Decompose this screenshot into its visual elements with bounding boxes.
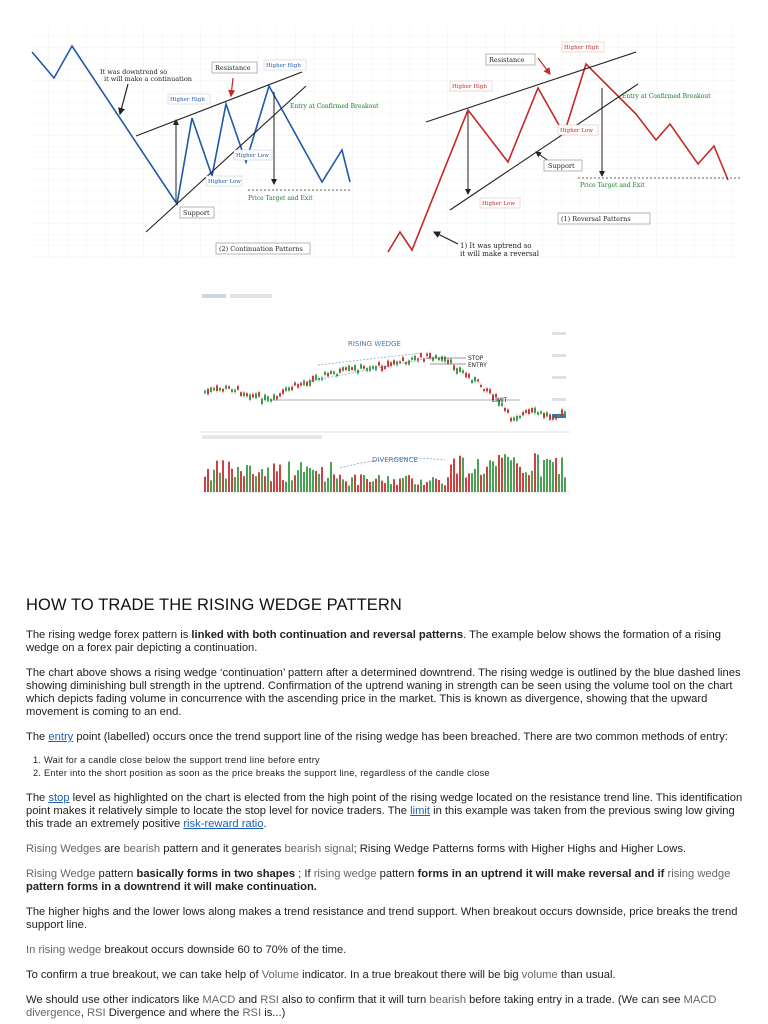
svg-text:it will make a continuation: it will make a continuation: [104, 75, 192, 83]
volume-bar: [558, 474, 560, 492]
entry-label: Entry at Confirmed Breakout: [622, 93, 711, 100]
candle: [462, 370, 464, 373]
candle: [222, 389, 224, 392]
candle: [294, 383, 296, 386]
reversal-caption: (1) Reversal Patterns: [561, 215, 631, 223]
volume-bar: [492, 461, 494, 492]
stop-label: STOP: [468, 356, 484, 362]
candle: [381, 366, 383, 371]
volume-bar: [486, 467, 488, 492]
volume-bar: [240, 471, 242, 492]
volume-bar: [333, 474, 335, 492]
candle: [453, 365, 455, 370]
volume-bar: [498, 455, 500, 492]
volume-bar: [471, 473, 473, 492]
volume-bar: [291, 480, 293, 492]
candle: [327, 373, 329, 377]
candle: [489, 389, 491, 393]
volume-bar: [525, 472, 527, 492]
candle: [303, 380, 305, 385]
candle: [456, 368, 458, 374]
resistance-label: Resistance: [489, 56, 525, 64]
volume-bar: [366, 479, 368, 492]
candle: [297, 384, 299, 388]
volume-bar: [459, 456, 461, 492]
candle: [234, 390, 236, 393]
volume-bar: [480, 475, 482, 492]
volume-bar: [378, 475, 380, 492]
paragraph: Rising Wedge pattern basically forms in two shapes ; If rising wedge pattern forms in an uptrend it will make reversal and if rising wedge pattern forms in a downtrend it will make continuation.: [26, 868, 731, 893]
volume-bar: [513, 457, 515, 492]
entry-link[interactable]: entry: [48, 731, 74, 743]
volume-bar: [363, 475, 365, 492]
candle: [276, 396, 278, 399]
volume-bar: [246, 465, 248, 492]
volume-bar: [276, 471, 278, 492]
volume-bar: [303, 472, 305, 492]
paragraph: The chart above shows a rising wedge ‘continuation’ pattern after a determined downtrend. The rising wedge is outlined by the blue dashed lines showing diminishing bull strength in the uptrend. Confirmation of the uptrend waning in strength can be seen using the volume tool on the chart which depicts fading volume in concurrence with the ascending price in the market. This is known as divergence, showing that the upward movement is coming to an end.: [26, 667, 741, 718]
volume-bar: [477, 459, 479, 492]
volume-bar: [234, 477, 236, 492]
candle: [285, 387, 287, 391]
volume-bar: [564, 477, 566, 492]
higher-high-label: Higher High: [564, 45, 599, 51]
candle: [369, 367, 371, 371]
volume-bar: [495, 466, 497, 492]
candle: [555, 417, 557, 419]
candle: [264, 395, 266, 401]
candle: [393, 360, 395, 364]
volume-bar: [432, 477, 434, 492]
article: [26, 596, 744, 1024]
candle: [459, 367, 461, 372]
candle: [315, 375, 317, 380]
candle: [399, 361, 401, 363]
candle: [345, 367, 347, 370]
price-target-label: Price Target and Exit: [248, 195, 313, 202]
volume-bar: [267, 467, 269, 492]
volume-bar: [561, 457, 563, 492]
volume-bar: [375, 479, 377, 492]
candle: [330, 371, 332, 374]
candle: [387, 361, 389, 367]
volume-bar: [330, 462, 332, 492]
candle: [372, 366, 374, 368]
volume-bar: [435, 479, 437, 492]
volume-bar: [399, 479, 401, 492]
volume-bar: [225, 479, 227, 492]
candle: [426, 353, 428, 355]
volume-bar: [420, 480, 422, 492]
candle: [507, 409, 509, 412]
candle: [528, 409, 530, 414]
list-item: 1. Wait for a candle close below the support trend line before entry: [44, 754, 744, 767]
paragraph: The stop level as highlighted on the chart is elected from the high point of the rising wedge located on the resistance trend line. This identification point makes it relatively simple to locate the stop level for novice traders. The limit in this example was taken from the previous swing low giving this trade an extremely positive risk-reward ratio.: [26, 792, 743, 830]
volume-bar: [531, 471, 533, 492]
volume-bar: [348, 486, 350, 492]
volume-bar: [354, 475, 356, 492]
candle: [471, 380, 473, 383]
volume-bar: [474, 469, 476, 492]
volume-bar: [336, 478, 338, 492]
candle: [447, 360, 449, 364]
candle: [510, 418, 512, 421]
rising-wedge-label: RISING WEDGE: [348, 340, 401, 348]
candle: [558, 415, 560, 417]
candle: [273, 394, 275, 399]
volume-bar: [405, 476, 407, 492]
volume-bar: [231, 469, 233, 492]
candle: [270, 399, 272, 402]
volume-bar: [285, 482, 287, 492]
volume-bar: [213, 470, 215, 492]
candle: [258, 392, 260, 396]
volume-bar: [522, 473, 524, 492]
candle: [366, 368, 368, 371]
candle: [435, 355, 437, 358]
volume-bar: [270, 481, 272, 492]
volume-bar: [444, 485, 446, 492]
risk-reward-link[interactable]: risk-reward ratio: [183, 818, 264, 830]
candle: [291, 387, 293, 390]
candle: [402, 357, 404, 361]
volume-bar: [357, 485, 359, 492]
candle: [564, 411, 566, 416]
volume-bar: [393, 479, 395, 492]
volume-bar: [315, 471, 317, 492]
candle: [348, 365, 350, 370]
paragraph: The rising wedge forex pattern is linked with both continuation and reversal patterns. The example below shows the formation of a rising wedge on a forex pair depicting a continuation.: [26, 629, 721, 654]
divergence-label: DIVERGENCE: [372, 456, 418, 464]
candle: [429, 353, 431, 358]
volume-bar: [528, 475, 530, 492]
candle: [360, 364, 362, 368]
volume-bar: [519, 467, 521, 492]
candle: [534, 408, 536, 413]
candle: [450, 359, 452, 363]
support-label: Support: [548, 162, 575, 170]
candle: [537, 412, 539, 415]
continuation-caption: (2) Continuation Patterns: [219, 245, 303, 253]
candle: [474, 377, 476, 382]
entry-label: ENTRY: [468, 363, 487, 369]
candle: [477, 379, 479, 381]
volume-bar: [426, 482, 428, 492]
candle: [363, 366, 365, 369]
volume-bar: [228, 462, 230, 492]
limit-label: LIMIT: [492, 398, 508, 404]
candle: [354, 365, 356, 371]
candle: [411, 358, 413, 360]
candle: [531, 408, 533, 412]
uptrend-note: 1) It was uptrend so: [460, 242, 532, 250]
volume-bar: [207, 469, 209, 492]
volume-bar: [384, 483, 386, 492]
stop-link[interactable]: stop: [48, 792, 70, 804]
volume-bar: [300, 462, 302, 492]
candle: [216, 385, 218, 391]
volume-bar: [288, 462, 290, 492]
paragraph: Rising Wedges are bearish pattern and it generates bearish signal; Rising Wedge Patterns forms with Higher Highs and Higher Lows.: [26, 843, 687, 855]
volume-bar: [321, 467, 323, 492]
volume-bar: [447, 477, 449, 492]
volume-bar: [537, 455, 539, 492]
candle: [240, 392, 242, 396]
candle: [351, 367, 353, 370]
paragraph: The entry point (labelled) occurs once the trend support line of the rising wedge has been breached. There are two common methods of entry:: [26, 731, 728, 743]
candle: [522, 412, 524, 415]
volume-bar: [489, 460, 491, 492]
volume-bar: [210, 480, 212, 492]
volume-bar: [417, 485, 419, 492]
volume-bar: [327, 478, 329, 492]
candle: [444, 357, 446, 362]
volume-bar: [534, 453, 536, 492]
candle: [219, 388, 221, 391]
candle: [255, 393, 257, 398]
candle: [231, 389, 233, 392]
volume-bar: [408, 475, 410, 492]
wedge-patterns-diagram: [30, 26, 740, 260]
candle: [480, 385, 482, 387]
volume-bar: [438, 480, 440, 492]
volume-bar: [204, 477, 206, 492]
candle: [246, 393, 248, 396]
volume-bar: [510, 460, 512, 492]
volume-bar: [441, 484, 443, 492]
volume-bar: [381, 481, 383, 492]
candle: [288, 387, 290, 390]
paragraph: The higher highs and the lower lows along makes a trend resistance and trend support. When breakout occurs downside, price breaks the trend support line.: [26, 906, 738, 931]
volume-bar: [255, 476, 257, 492]
candle: [267, 396, 269, 401]
volume-bar: [369, 482, 371, 492]
volume-bar: [222, 460, 224, 492]
candle: [282, 389, 284, 393]
candle: [378, 362, 380, 366]
candle: [486, 388, 488, 391]
volume-bar: [252, 474, 254, 492]
support-label: Support: [183, 209, 210, 217]
volume-bar: [318, 474, 320, 492]
volume-bar: [555, 458, 557, 492]
candle: [300, 383, 302, 385]
candle: [516, 416, 518, 421]
higher-high-label: Higher High: [452, 84, 487, 90]
volume-bar: [552, 462, 554, 492]
article-title: HOW TO TRADE THE RISING WEDGE PATTERN: [26, 596, 402, 614]
volume-bar: [543, 460, 545, 492]
candle: [249, 394, 251, 399]
candle: [243, 392, 245, 396]
candle: [465, 373, 467, 378]
candle: [552, 417, 554, 419]
candle: [420, 353, 422, 357]
higher-low-label: Higher Low: [236, 153, 269, 159]
candle: [225, 386, 227, 389]
candle: [252, 394, 254, 397]
candle: [210, 387, 212, 392]
volume-bar: [372, 481, 374, 492]
volume-bar: [312, 470, 314, 492]
volume-bar: [390, 484, 392, 492]
candle: [504, 408, 506, 411]
volume-bar: [462, 458, 464, 492]
candle: [468, 374, 470, 378]
volume-bar: [423, 485, 425, 492]
candle: [228, 386, 230, 388]
higher-high-label: Higher High: [266, 63, 301, 69]
paragraph: In rising wedge breakout occurs downside 60 to 70% of the time.: [26, 944, 347, 956]
volume-bar: [309, 468, 311, 492]
limit-link[interactable]: limit: [410, 805, 430, 817]
volume-bar: [516, 463, 518, 492]
candle: [237, 386, 239, 390]
volume-bar: [243, 476, 245, 492]
candle: [546, 412, 548, 416]
candle: [213, 388, 215, 391]
volume-bar: [453, 459, 455, 492]
list-item: 2. Enter into the short position as soon as the price breaks the support line, regardless of the candle close: [44, 767, 744, 780]
volume-bar: [549, 460, 551, 492]
volume-bar: [282, 480, 284, 492]
volume-bar: [429, 480, 431, 492]
candle: [495, 394, 497, 397]
candle: [549, 414, 551, 419]
volume-bar: [279, 465, 281, 492]
volume-bar: [261, 469, 263, 492]
volume-bar: [339, 475, 341, 492]
paragraph: We should use other indicators like MACD and RSI also to confirm that it will turn bearish before taking entry in a trade. (We can see MACD divergence, RSI Divergence and where the RSI is...): [26, 994, 717, 1019]
candle: [441, 356, 443, 361]
volume-bar: [360, 474, 362, 492]
candle: [519, 416, 521, 418]
volume-bar: [237, 467, 239, 492]
candle: [339, 369, 341, 373]
volume-bar: [507, 457, 509, 492]
volume-bar: [540, 477, 542, 492]
candle: [324, 372, 326, 375]
candle: [543, 413, 545, 418]
volume-bar: [501, 458, 503, 492]
volume-bar: [306, 467, 308, 492]
candle: [342, 367, 344, 371]
volume-bar: [324, 482, 326, 492]
volume-bar: [273, 463, 275, 492]
volume-bar: [219, 473, 221, 492]
candle: [525, 410, 527, 413]
downtrend-note: It was downtrend so: [100, 68, 168, 76]
volume-bar: [396, 485, 398, 492]
candle: [483, 389, 485, 391]
candle: [561, 410, 563, 415]
candle: [333, 371, 335, 374]
paragraph: To confirm a true breakout, we can take help of Volume indicator. In a true breakout there will be big volume than usual.: [26, 969, 616, 981]
volume-bar: [483, 474, 485, 492]
volume-bar: [264, 476, 266, 492]
volume-bar: [294, 475, 296, 492]
volume-bar: [351, 477, 353, 492]
volume-bar: [345, 481, 347, 492]
resistance-label: Resistance: [215, 64, 251, 72]
volume-bar: [249, 466, 251, 492]
candle: [207, 389, 209, 395]
volume-bar: [342, 479, 344, 492]
entry-methods-list: [44, 754, 744, 780]
higher-low-label: Higher Low: [482, 201, 515, 207]
candle: [540, 411, 542, 413]
candle: [204, 391, 206, 393]
candle: [414, 356, 416, 360]
volume-bar: [504, 454, 506, 492]
price-target-label: Price Target and Exit: [580, 182, 645, 189]
higher-low-label: Higher Low: [208, 179, 241, 185]
rising-wedge-chart: [200, 292, 570, 498]
volume-bar: [387, 476, 389, 492]
volume-bar: [465, 477, 467, 492]
candle: [261, 399, 263, 404]
volume-bar: [258, 472, 260, 492]
higher-high-label: Higher High: [170, 97, 205, 103]
candle: [306, 382, 308, 386]
entry-label: Entry at Confirmed Breakout: [290, 103, 379, 110]
volume-bar: [216, 461, 218, 492]
higher-low-label: Higher Low: [560, 128, 593, 134]
volume-bar: [468, 473, 470, 492]
volume-bar: [456, 474, 458, 492]
candle: [279, 393, 281, 396]
volume-bar: [414, 484, 416, 492]
volume-bar: [411, 478, 413, 492]
volume-bar: [450, 465, 452, 492]
svg-text:it will make a reversal: it will make a reversal: [460, 250, 539, 258]
volume-bar: [297, 470, 299, 492]
candle: [513, 417, 515, 420]
volume-bar: [402, 478, 404, 492]
volume-bar: [546, 459, 548, 492]
